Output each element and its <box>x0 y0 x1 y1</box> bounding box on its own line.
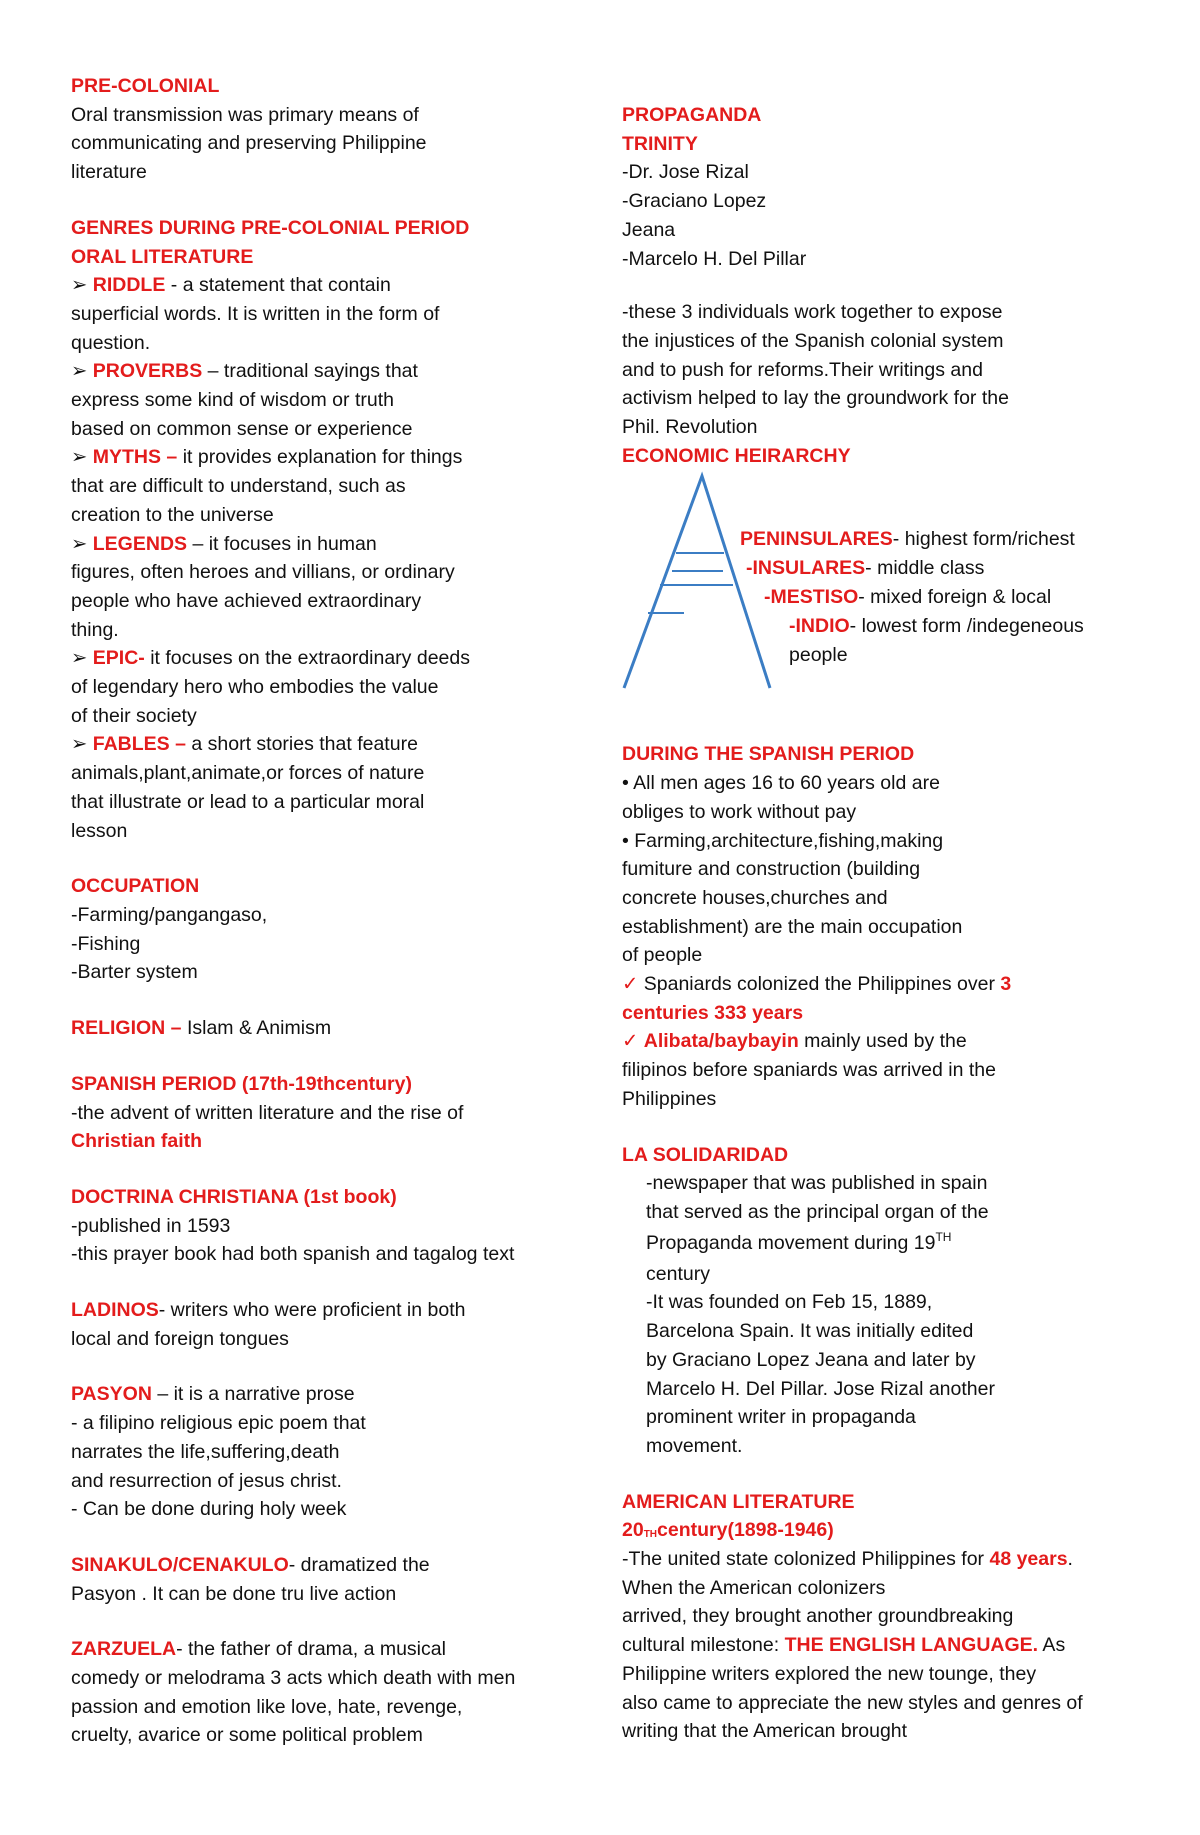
genre-line: people who have achieved extraordinary <box>71 589 422 612</box>
genre-line: superficial words. It is written in the form of <box>71 302 440 325</box>
hierarchy-level-peninsulares: PENINSULARES- highest form/richest <box>740 528 1075 551</box>
bullet-line: • All men ages 16 to 60 years old are <box>622 772 940 795</box>
bullet-line: fumiture and construction (building <box>622 858 921 881</box>
alibata-highlight: Alibata/baybayin <box>643 1030 799 1053</box>
doctrina-line: -published in 1593 <box>71 1214 231 1237</box>
solidaridad-line: Barcelona Spain. It was initially edited <box>646 1320 974 1343</box>
christian-faith-highlight: Christian faith <box>71 1130 203 1153</box>
check-icon: ✓ <box>622 973 639 996</box>
genre-line: thing. <box>71 618 119 641</box>
genre-item <box>71 530 591 645</box>
genre-term: EPIC- <box>92 647 145 670</box>
hierarchy-level-mestiso: -MESTISO- mixed foreign & local <box>764 586 1052 609</box>
pasyon-line: - Can be done during holy week <box>71 1498 347 1521</box>
precolonial-heading: PRE-COLONIAL <box>71 75 220 97</box>
solidaridad-line: Marcelo H. Del Pillar. Jose Rizal another <box>646 1377 995 1400</box>
sinakulo-term: SINAKULO/CENAKULO <box>71 1553 289 1576</box>
pasyon-text: – it is a narrative prose <box>151 1383 355 1406</box>
precolonial-line: literature <box>71 161 147 184</box>
propaganda-desc-line: and to push for reforms.Their writings and <box>622 358 983 381</box>
english-language-highlight: THE ENGLISH LANGUAGE. <box>784 1634 1039 1657</box>
occupation-heading: OCCUPATION <box>71 875 200 898</box>
genre-line: of legendary hero who embodies the value <box>71 676 439 699</box>
zarzuela-block <box>71 1635 591 1750</box>
during-spanish-heading: DURING THE SPANISH PERIOD <box>622 743 915 766</box>
occupation-line: -Farming/pangangaso, <box>71 903 268 926</box>
solidaridad-body <box>622 1169 1142 1460</box>
ladinos-block <box>71 1296 591 1353</box>
propaganda-desc-line: -these 3 individuals work together to expose <box>622 301 1003 324</box>
american-line: cultural milestone: THE ENGLISH LANGUAGE. As <box>622 1634 1066 1657</box>
genre-term: MYTHS – <box>92 446 178 469</box>
ladinos-text: - writers who were proficient in both <box>158 1299 466 1322</box>
doctrina-heading: DOCTRINA CHRISTIANA (1st book) <box>71 1185 397 1208</box>
genre-line: of their society <box>71 704 197 727</box>
occupation-line: -Fishing <box>71 932 141 955</box>
hierarchy-level-insulares: -INSULARES- middle class <box>746 557 985 580</box>
ladinos-term: LADINOS <box>71 1299 159 1322</box>
genre-line: based on common sense or experience <box>71 417 413 440</box>
genres-heading: GENRES DURING PRE-COLONIAL PERIOD <box>71 216 470 239</box>
pasyon-block <box>71 1380 591 1524</box>
trinity-member: Jeana <box>622 218 676 241</box>
genre-line: animals,plant,animate,or forces of nature <box>71 762 425 785</box>
american-period-heading: $20_{TH}century(1898-1946)$ <box>622 1519 834 1542</box>
genre-line: question. <box>71 331 151 354</box>
propaganda-desc-line: activism helped to lay the groundwork for the <box>622 387 1009 410</box>
genre-item <box>71 357 591 443</box>
arrow-bullet-icon: ➢ <box>71 446 88 469</box>
religion-heading: RELIGION – <box>71 1017 182 1040</box>
precolonial-line: communicating and preserving Philippine <box>71 132 427 155</box>
genres-list <box>71 271 591 845</box>
spanish-period-line: -the advent of written literature and the rise of <box>71 1101 464 1124</box>
arrow-bullet-icon: ➢ <box>71 360 88 383</box>
genre-term: LEGENDS <box>92 532 188 555</box>
zarzuela-term: ZARZUELA <box>71 1638 177 1661</box>
genre-first-line: ➢ PROVERBS – traditional sayings that <box>71 360 418 383</box>
zarzuela-line: passion and emotion like love, hate, revenge, <box>71 1695 463 1718</box>
propaganda-heading: PROPAGANDA <box>622 104 762 126</box>
trinity-member: -Dr. Jose Rizal <box>622 161 749 184</box>
occupation-line: -Barter system <box>71 961 198 984</box>
genre-term: FABLES – <box>92 733 186 756</box>
check-item-colonized: ✓ Spaniards colonized the Philippines over 3 <box>622 973 1012 996</box>
sinakulo-line: Pasyon . It can be done tru live action <box>71 1582 397 1605</box>
propaganda-desc-line: Phil. Revolution <box>622 416 758 439</box>
pasyon-line: - a filipino religious epic poem that <box>71 1412 366 1435</box>
solidaridad-line: century <box>646 1262 710 1285</box>
american-line: arrived, they brought another groundbreaking <box>622 1605 1014 1628</box>
right-column <box>622 101 1142 1746</box>
years-highlight: 48 years <box>989 1548 1068 1571</box>
propaganda-desc-line: the injustices of the Spanish colonial system <box>622 329 1004 352</box>
arrow-bullet-icon: ➢ <box>71 647 88 670</box>
arrow-bullet-icon: ➢ <box>71 733 88 756</box>
american-line: Philippine writers explored the new tounge, they <box>622 1662 1037 1685</box>
religion-line <box>71 1014 591 1043</box>
zarzuela-line: comedy or melodrama 3 acts which death with men <box>71 1667 516 1690</box>
hierarchy-extra-line: people <box>789 644 848 667</box>
solidaridad-line: Propaganda movement during 19TH <box>646 1229 952 1254</box>
solidaridad-line: -It was founded on Feb 15, 1889, <box>646 1291 933 1314</box>
arrow-bullet-icon: ➢ <box>71 532 88 555</box>
solidaridad-line: prominent writer in propaganda <box>646 1406 916 1429</box>
solidaridad-line: that served as the principal organ of the <box>646 1200 989 1223</box>
zarzuela-line: cruelty, avarice or some political problem <box>71 1724 423 1747</box>
trinity-heading: TRINITY <box>622 132 698 155</box>
genre-item <box>71 730 591 845</box>
genre-term: RIDDLE <box>92 274 166 297</box>
genre-line: express some kind of wisdom or truth <box>71 389 394 412</box>
pasyon-line: narrates the life,suffering,death <box>71 1440 340 1463</box>
genre-first-line: ➢ EPIC- it focuses on the extraordinary deeds <box>71 647 470 670</box>
precolonial-line: Oral transmission was primary means of <box>71 103 419 126</box>
bullet-line: concrete houses,churches and <box>622 886 888 909</box>
genre-item <box>71 271 591 357</box>
genre-first-line: ➢ FABLES – a short stories that feature <box>71 733 418 756</box>
genre-line: creation to the universe <box>71 503 274 526</box>
bullet-line: • Farming,architecture,fishing,making <box>622 829 944 852</box>
bullet-line: obliges to work without pay <box>622 800 857 823</box>
arrow-bullet-icon: ➢ <box>71 274 88 297</box>
american-line: When the American colonizers <box>622 1576 886 1599</box>
alibata-line: filipinos before spaniards was arrived in the <box>622 1059 996 1082</box>
ladinos-line: local and foreign tongues <box>71 1327 289 1350</box>
genre-line: that are difficult to understand, such as <box>71 475 406 498</box>
trinity-member: -Marcelo H. Del Pillar <box>622 247 807 270</box>
hierarchy-diagram <box>622 470 1142 740</box>
genre-first-line: ➢ MYTHS – it provides explanation for things <box>71 446 463 469</box>
check-icon: ✓ <box>622 1030 639 1053</box>
la-solidaridad-heading: LA SOLIDARIDAD <box>622 1143 789 1166</box>
pasyon-term: PASYON <box>71 1383 152 1406</box>
hierarchy-level-indio: -INDIO- lowest form /indegeneous <box>789 615 1084 638</box>
solidaridad-line: -newspaper that was published in spain <box>646 1172 988 1195</box>
american-line: writing that the American brought <box>622 1720 908 1743</box>
genre-first-line: ➢ LEGENDS – it focuses in human <box>71 532 377 555</box>
american-line: -The united state colonized Philippines for 48 years. <box>622 1548 1073 1571</box>
religion-text: Islam & Animism <box>181 1017 332 1040</box>
trinity-member: -Graciano Lopez <box>622 190 767 213</box>
genre-line: figures, often heroes and villians, or ordinary <box>71 561 455 584</box>
genre-term: PROVERBS <box>92 360 203 383</box>
zarzuela-text: - the father of drama, a musical <box>176 1638 446 1661</box>
genre-first-line: ➢ RIDDLE - a statement that contain <box>71 274 391 297</box>
genre-item <box>71 644 591 730</box>
american-literature-heading: AMERICAN LITERATURE <box>622 1490 855 1513</box>
sinakulo-block <box>71 1551 591 1608</box>
alibata-line: Philippines <box>622 1087 717 1110</box>
sinakulo-text: - dramatized the <box>288 1553 430 1576</box>
check-item-alibata: ✓ Alibata/baybayin mainly used by the <box>622 1030 967 1053</box>
bullet-line: of people <box>622 944 703 967</box>
solidaridad-line: movement. <box>646 1434 743 1457</box>
doctrina-line: -this prayer book had both spanish and tagalog text <box>71 1243 515 1266</box>
bullet-line: establishment) are the main occupation <box>622 915 963 938</box>
oral-literature-heading: ORAL LITERATURE <box>71 245 254 268</box>
pasyon-line: and resurrection of jesus christ. <box>71 1469 342 1492</box>
american-line: also came to appreciate the new styles and genres of <box>622 1691 1083 1714</box>
centuries-highlight: centuries 333 years <box>622 1001 804 1024</box>
spanish-period-heading: SPANISH PERIOD (17th-19thcentury) <box>71 1072 412 1095</box>
economic-hierarchy-heading: ECONOMIC HEIRARCHY <box>622 444 851 467</box>
solidaridad-line: by Graciano Lopez Jeana and later by <box>646 1348 976 1371</box>
genre-line: lesson <box>71 819 128 842</box>
left-column <box>71 72 591 1750</box>
centuries-highlight: 3 <box>1000 973 1012 996</box>
genre-line: that illustrate or lead to a particular moral <box>71 790 425 813</box>
genre-item <box>71 443 591 529</box>
